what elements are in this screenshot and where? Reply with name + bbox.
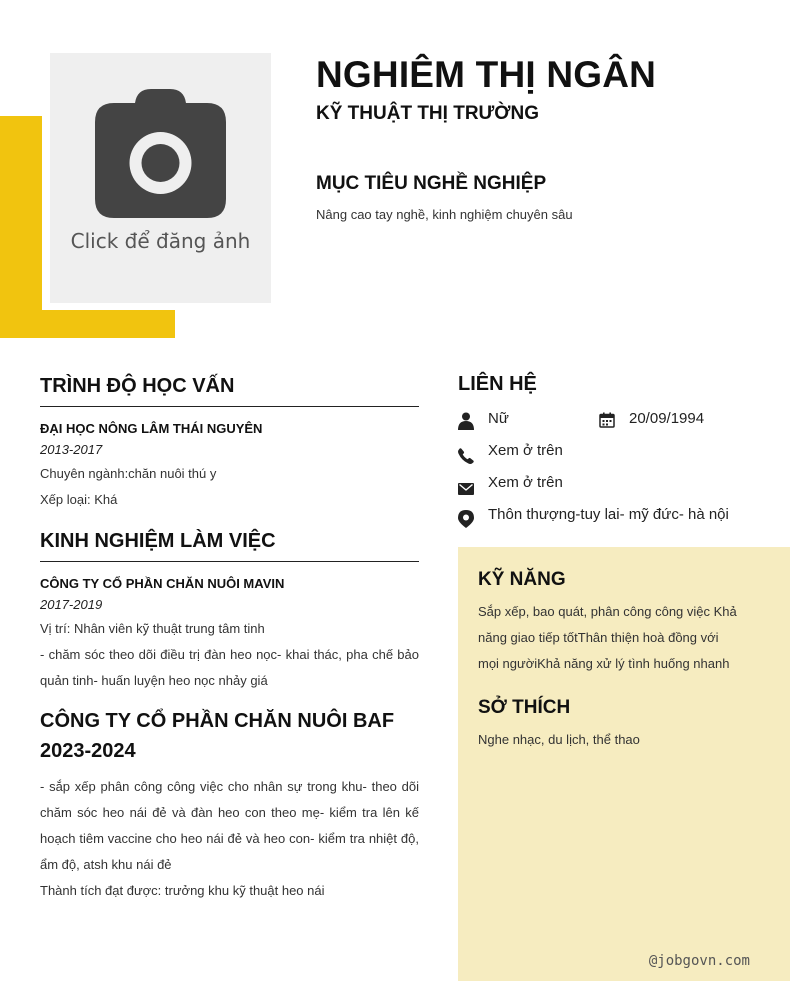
education-heading: TRÌNH ĐỘ HỌC VẤN — [40, 375, 419, 407]
hobbies-heading: SỞ THÍCH — [478, 697, 571, 718]
objective-text: Nâng cao tay nghề, kinh nghiệm chuyên sâu — [316, 207, 573, 222]
hobbies-text: Nghe nhạc, du lịch, thể thao — [478, 732, 640, 747]
camera-icon — [95, 89, 226, 219]
job1-company: CÔNG TY CỔ PHẦN CHĂN NUÔI MAVIN — [40, 576, 285, 591]
contact-row-email — [458, 470, 778, 502]
experience-heading: KINH NGHIỆM LÀM VIỆC — [40, 530, 419, 562]
education-school: ĐẠI HỌC NÔNG LÂM THÁI NGUYÊN — [40, 421, 263, 436]
person-icon — [458, 412, 474, 430]
job2-company: CÔNG TY CỔ PHẦN CHĂN NUÔI BAF — [40, 710, 395, 732]
contact-section — [458, 373, 778, 534]
job2-period: 2023-2024 — [40, 740, 136, 762]
calendar-icon — [599, 412, 615, 428]
education-grade: Xếp loại: Khá — [40, 492, 118, 507]
photo-caption: Click để đăng ảnh — [70, 229, 251, 253]
accent-bar-horizontal — [0, 310, 175, 338]
job1-description: - chăm sóc theo dõi điều trị đàn heo nọc- khai thác, pha chế bảo quản tinh- huấn luyện heo nọc nhảy giá — [40, 647, 419, 688]
photo-upload[interactable] — [50, 53, 271, 303]
job1-period: 2017-2019 — [40, 597, 103, 612]
contact-heading: LIÊN HỆ — [458, 373, 537, 395]
skills-heading: KỸ NĂNG — [478, 569, 566, 590]
watermark: @jobgovn.com — [648, 953, 750, 969]
birthday-value: 20/09/1994 — [629, 410, 705, 427]
email-icon — [458, 480, 474, 498]
email-value[interactable]: Xem ở trên — [488, 474, 563, 491]
contact-row-address — [458, 502, 778, 534]
job1-position: Vị trí: Nhân viên kỹ thuật trung tâm tinh — [40, 621, 265, 636]
phone-value[interactable]: Xem ở trên — [488, 442, 563, 459]
accent-bar-vertical — [0, 116, 42, 338]
contact-row-gender — [458, 406, 778, 438]
left-column — [40, 375, 419, 904]
gender-value: Nữ — [488, 410, 509, 427]
job-title: KỸ THUẬT THỊ TRƯỜNG — [316, 103, 540, 124]
contact-row-phone — [458, 438, 778, 470]
address-value: Thôn thượng-tuy lai- mỹ đức- hà nội — [488, 506, 729, 523]
candidate-name: NGHIÊM THỊ NGÂN — [316, 54, 657, 95]
education-major: Chuyên ngành:chăn nuôi thú y — [40, 466, 217, 481]
job2-achievement: Thành tích đạt được: trưởng khu kỹ thuật heo nái — [40, 883, 325, 898]
skills-text: Sắp xếp, bao quát, phân công công việc Khả năng giao tiếp tốtThân thiện hoà đồng với mọi ngườiKhả năng xử lý tình huống nhanh — [478, 604, 737, 671]
skills-panel — [458, 547, 790, 981]
objective-heading: MỤC TIÊU NGHỀ NGHIỆP — [316, 173, 547, 194]
job2-description: - sắp xếp phân công công việc cho nhân sự trong khu- theo dõi chăm sóc heo nái đẻ và đàn heo con theo mẹ- kiểm tra lên kế hoạch tiêm vaccine cho heo nái đẻ và heo con- kiểm tra nhiệt độ, ẩm độ, atsh khu nái đẻ — [40, 779, 419, 872]
education-period: 2013-2017 — [40, 442, 103, 457]
phone-icon — [458, 447, 474, 465]
location-pin-icon — [458, 510, 474, 528]
